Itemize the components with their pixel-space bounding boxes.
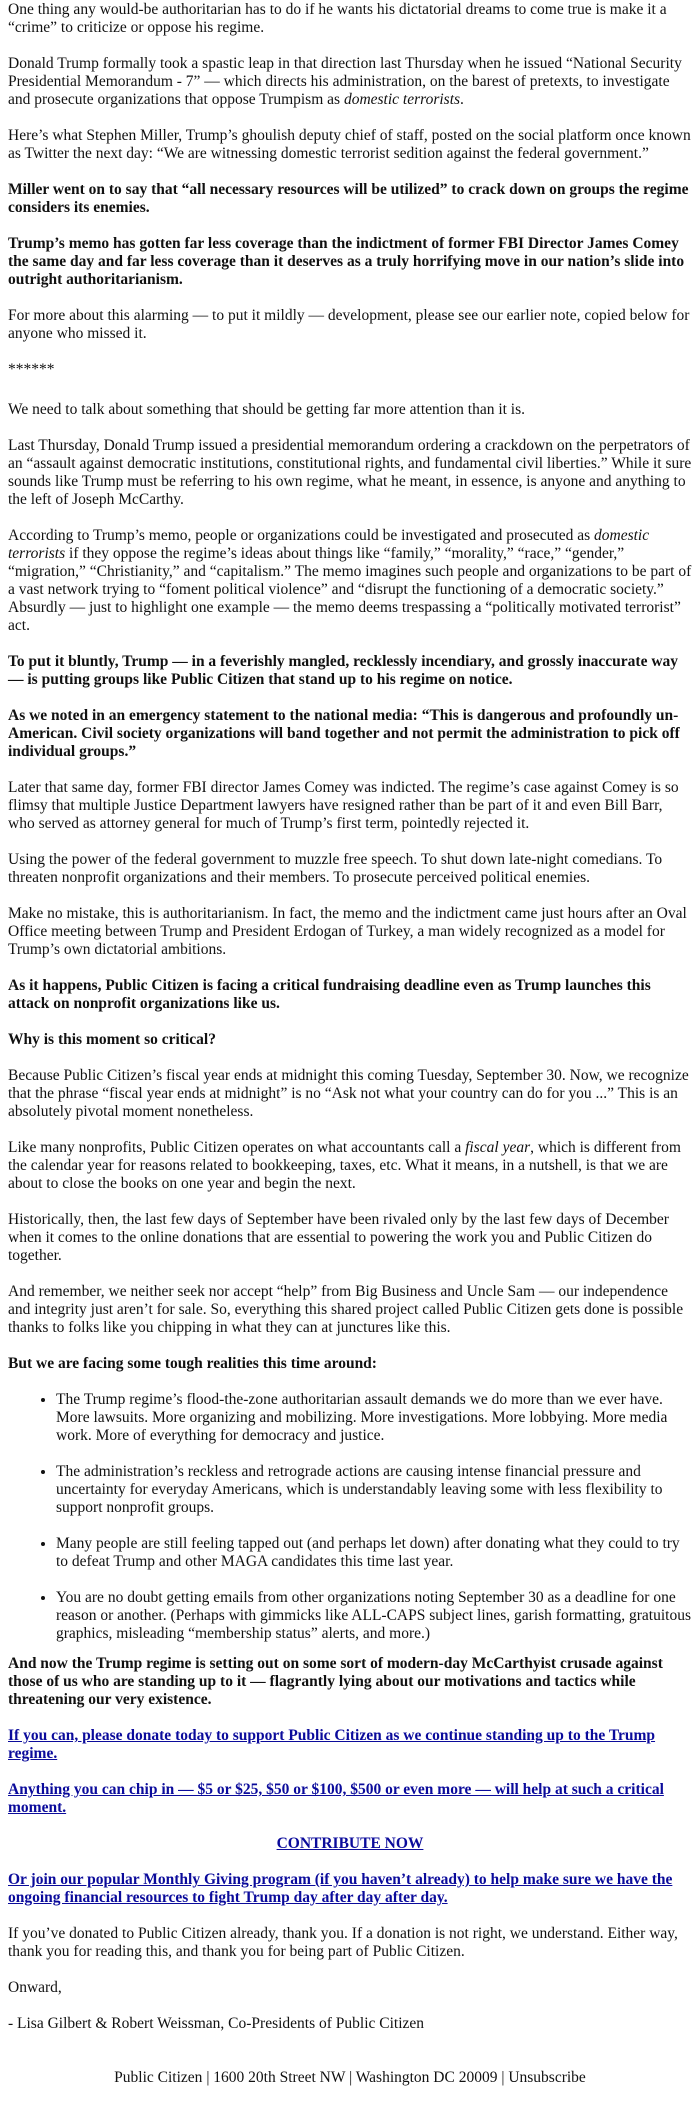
- footer-separator: |: [497, 2069, 509, 2086]
- text: .: [460, 91, 464, 108]
- italic-text: fiscal year: [465, 1139, 531, 1156]
- coverage-paragraph: Trump’s memo has gotten far less coverage than the indictment of former FBI Director James Comey the same day and far less coverage than it deserves as a truly horrifying move in our nation’s slide into outright authoritarianism.: [8, 235, 685, 288]
- footer-city: Washington DC 20009: [355, 2069, 498, 2086]
- footer-separator: |: [202, 2069, 214, 2086]
- separator: ******: [8, 361, 55, 378]
- monthly-giving-link[interactable]: Or join our popular Monthly Giving program (if you haven’t already) to help make sure we have the ongoing financial resources to fight Trump day after day after day.: [8, 1871, 673, 1906]
- chip-in-link[interactable]: Anything you can chip in — $5 or $25, $50 or $100, $500 or even more — will help at such a critical moment.: [8, 1781, 664, 1816]
- donate-today-link[interactable]: If you can, please donate today to support Public Citizen as we continue standing up to the Trump regime.: [8, 1727, 656, 1762]
- independence-paragraph: And remember, we neither seek nor accept “help” from Big Business and Uncle Sam — our independence and integrity just aren’t for sale. So, everything this shared project called Public Citizen gets done is possible thanks to folks like you chipping in what they can at junctures like this.: [8, 1283, 684, 1336]
- footer-org: Public Citizen: [114, 2069, 203, 2086]
- tough-realities-heading: But we are facing some tough realities this time around:: [8, 1355, 377, 1372]
- text: According to Trump’s memo, people or organizations could be investigated and prosecuted as: [8, 527, 595, 544]
- realities-list: [8, 1391, 692, 1643]
- earlier-note-paragraph: For more about this alarming — to put it mildly — development, please see our earlier note, copied below for anyone who missed it.: [8, 307, 690, 342]
- signature: - Lisa Gilbert & Robert Weissman, Co-Presidents of Public Citizen: [8, 2015, 425, 2032]
- fiscal-year-ends-paragraph: Because Public Citizen’s fiscal year ends at midnight this coming Tuesday, September 30. Now, we recognize that the phrase “fiscal year ends at midnight” is no “Ask not what your country can do for you ...” This is an absolutely pivotal moment nonetheless.: [8, 1067, 689, 1120]
- text: Like many nonprofits, Public Citizen operates on what accountants call a: [8, 1139, 466, 1156]
- mccarthyist-paragraph: And now the Trump regime is setting out on some sort of modern-day McCarthyist crusade against those of us who are standing up to it — flagrantly lying about our motivations and tactics while threatening our very existence.: [8, 1655, 663, 1708]
- memo-details-paragraph: [8, 527, 692, 635]
- comey-paragraph: Later that same day, former FBI director James Comey was indicted. The regime’s case against Comey is so flimsy that multiple Justice Department lawyers have resigned rather than be part of it and even Bill Barr, who served as attorney general for much of Trump’s first term, pointedly rejected it.: [8, 779, 679, 832]
- last-thursday-paragraph: Last Thursday, Donald Trump issued a presidential memorandum ordering a crackdown on the perpetrators of an “assault against democratic institutions, constitutional rights, and fundamental civil liberties.” While it sure sounds like Trump must be referring to his own regime, what he meant, in essence, is anyone and anything to the left of Joseph McCarthy.: [8, 437, 692, 508]
- attention-paragraph: We need to talk about something that should be getting far more attention than it is.: [8, 401, 526, 418]
- footer-separator: |: [345, 2069, 356, 2086]
- text: , which is different from the calendar year for reasons related to bookkeeping, taxes, etc. What it means, in a nutshell, is that we are about to close the books on one year and begin the next.: [8, 1139, 681, 1192]
- unsubscribe-link[interactable]: Unsubscribe: [508, 2069, 586, 2086]
- contribute-now-button[interactable]: CONTRIBUTE NOW: [276, 1835, 424, 1852]
- bluntly-paragraph: To put it bluntly, Trump — in a feverishly mangled, recklessly incendiary, and grossly inaccurate way — is putting groups like Public Citizen that stand up to his regime on notice.: [8, 653, 679, 688]
- thank-you-paragraph: If you’ve donated to Public Citizen already, thank you. If a donation is not right, we understand. Either way, thank you for reading this, and thank you for being part of Public Citizen.: [8, 1925, 678, 1960]
- federal-power-paragraph: Using the power of the federal government to muzzle free speech. To shut down late-night comedians. To threaten nonprofit organizations and their members. To prosecute perceived political enemies.: [8, 851, 663, 886]
- italic-text: domestic terrorists: [8, 527, 650, 562]
- intro-paragraph: One thing any would-be authoritarian has to do if he wants his dictatorial dreams to come true is make it a “crime” to criticize or oppose his regime.: [8, 1, 667, 36]
- fiscal-year-explainer-paragraph: [8, 1139, 692, 1193]
- miller-resources-paragraph: Miller went on to say that “all necessary resources will be utilized” to crack down on groups the regime considers its enemies.: [8, 181, 689, 216]
- emergency-statement-paragraph: As we noted in an emergency statement to the national media: “This is dangerous and profoundly un-American. Civil society organizations will band together and not permit the administration to pick off individual groups.”: [8, 707, 680, 760]
- list-item: • You are no doubt getting emails from other organizations noting September 30 as a deadline for one reason or another. (Perhaps with gimmicks like ALL-CAPS subject lines, garish formatting, gratuitous graphics, misleading “membership status” alerts, and more.): [56, 1589, 692, 1643]
- authoritarianism-paragraph: Make no mistake, this is authoritarianism. In fact, the memo and the indictment came just hours after an Oval Office meeting between Trump and President Erdogan of Turkey, a man widely recognized as a model for Trump’s own dictatorial ambitions.: [8, 905, 687, 958]
- memo-paragraph: [8, 55, 692, 109]
- closing: Onward,: [8, 1979, 62, 1996]
- footer-address: 1600 20th Street NW: [213, 2069, 346, 2086]
- footer: [8, 2069, 692, 2087]
- list-item: • The Trump regime’s flood-the-zone authoritarian assault demands we do more than we ever have. More lawsuits. More organizing and mobilizing. More investigations. More lobbying. More media work. More of everything for democracy and justice.: [56, 1391, 692, 1445]
- text: Donald Trump formally took a spastic leap in that direction last Thursday when he issued “National Security Presidential Memorandum - 7” — which directs his administration, on the barest of pretexts, to investigate and prosecute organizations that oppose Trumpism as: [8, 55, 682, 108]
- list-item: • Many people are still feeling tapped out (and perhaps let down) after donating what they could to try to defeat Trump and other MAGA candidates this time last year.: [56, 1535, 692, 1571]
- historically-paragraph: Historically, then, the last few days of September have been rivaled only by the last few days of December when it comes to the online donations that are essential to powering the work you and Public Citizen do together.: [8, 1211, 669, 1264]
- text: if they oppose the regime’s ideas about things like “family,” “morality,” “race,” “gender,” “migration,” “Christianity,” and “capitalism.” The memo imagines such people and organizations to be part of a vast network trying to “foment political violence” and “disrupt the functioning of a democratic society.” Absurdly — just to highlight one example — the memo deems trespassing a “politically motivated terrorist” act.: [8, 545, 692, 634]
- italic-text: domestic terrorists: [343, 91, 461, 108]
- list-item: • The administration’s reckless and retrograde actions are causing intense financial pressure and uncertainty for everyday Americans, which is understandably leaving some with less flexibility to support nonprofit groups.: [56, 1463, 692, 1517]
- miller-quote-paragraph: Here’s what Stephen Miller, Trump’s ghoulish deputy chief of staff, posted on the social platform once known as Twitter the next day: “We are witnessing domestic terrorist sedition against the federal government.”: [8, 127, 691, 162]
- why-critical-heading: Why is this moment so critical?: [8, 1031, 216, 1048]
- fundraising-deadline-paragraph: As it happens, Public Citizen is facing a critical fundraising deadline even as Trump launches this attack on nonprofit organizations like us.: [8, 977, 651, 1012]
